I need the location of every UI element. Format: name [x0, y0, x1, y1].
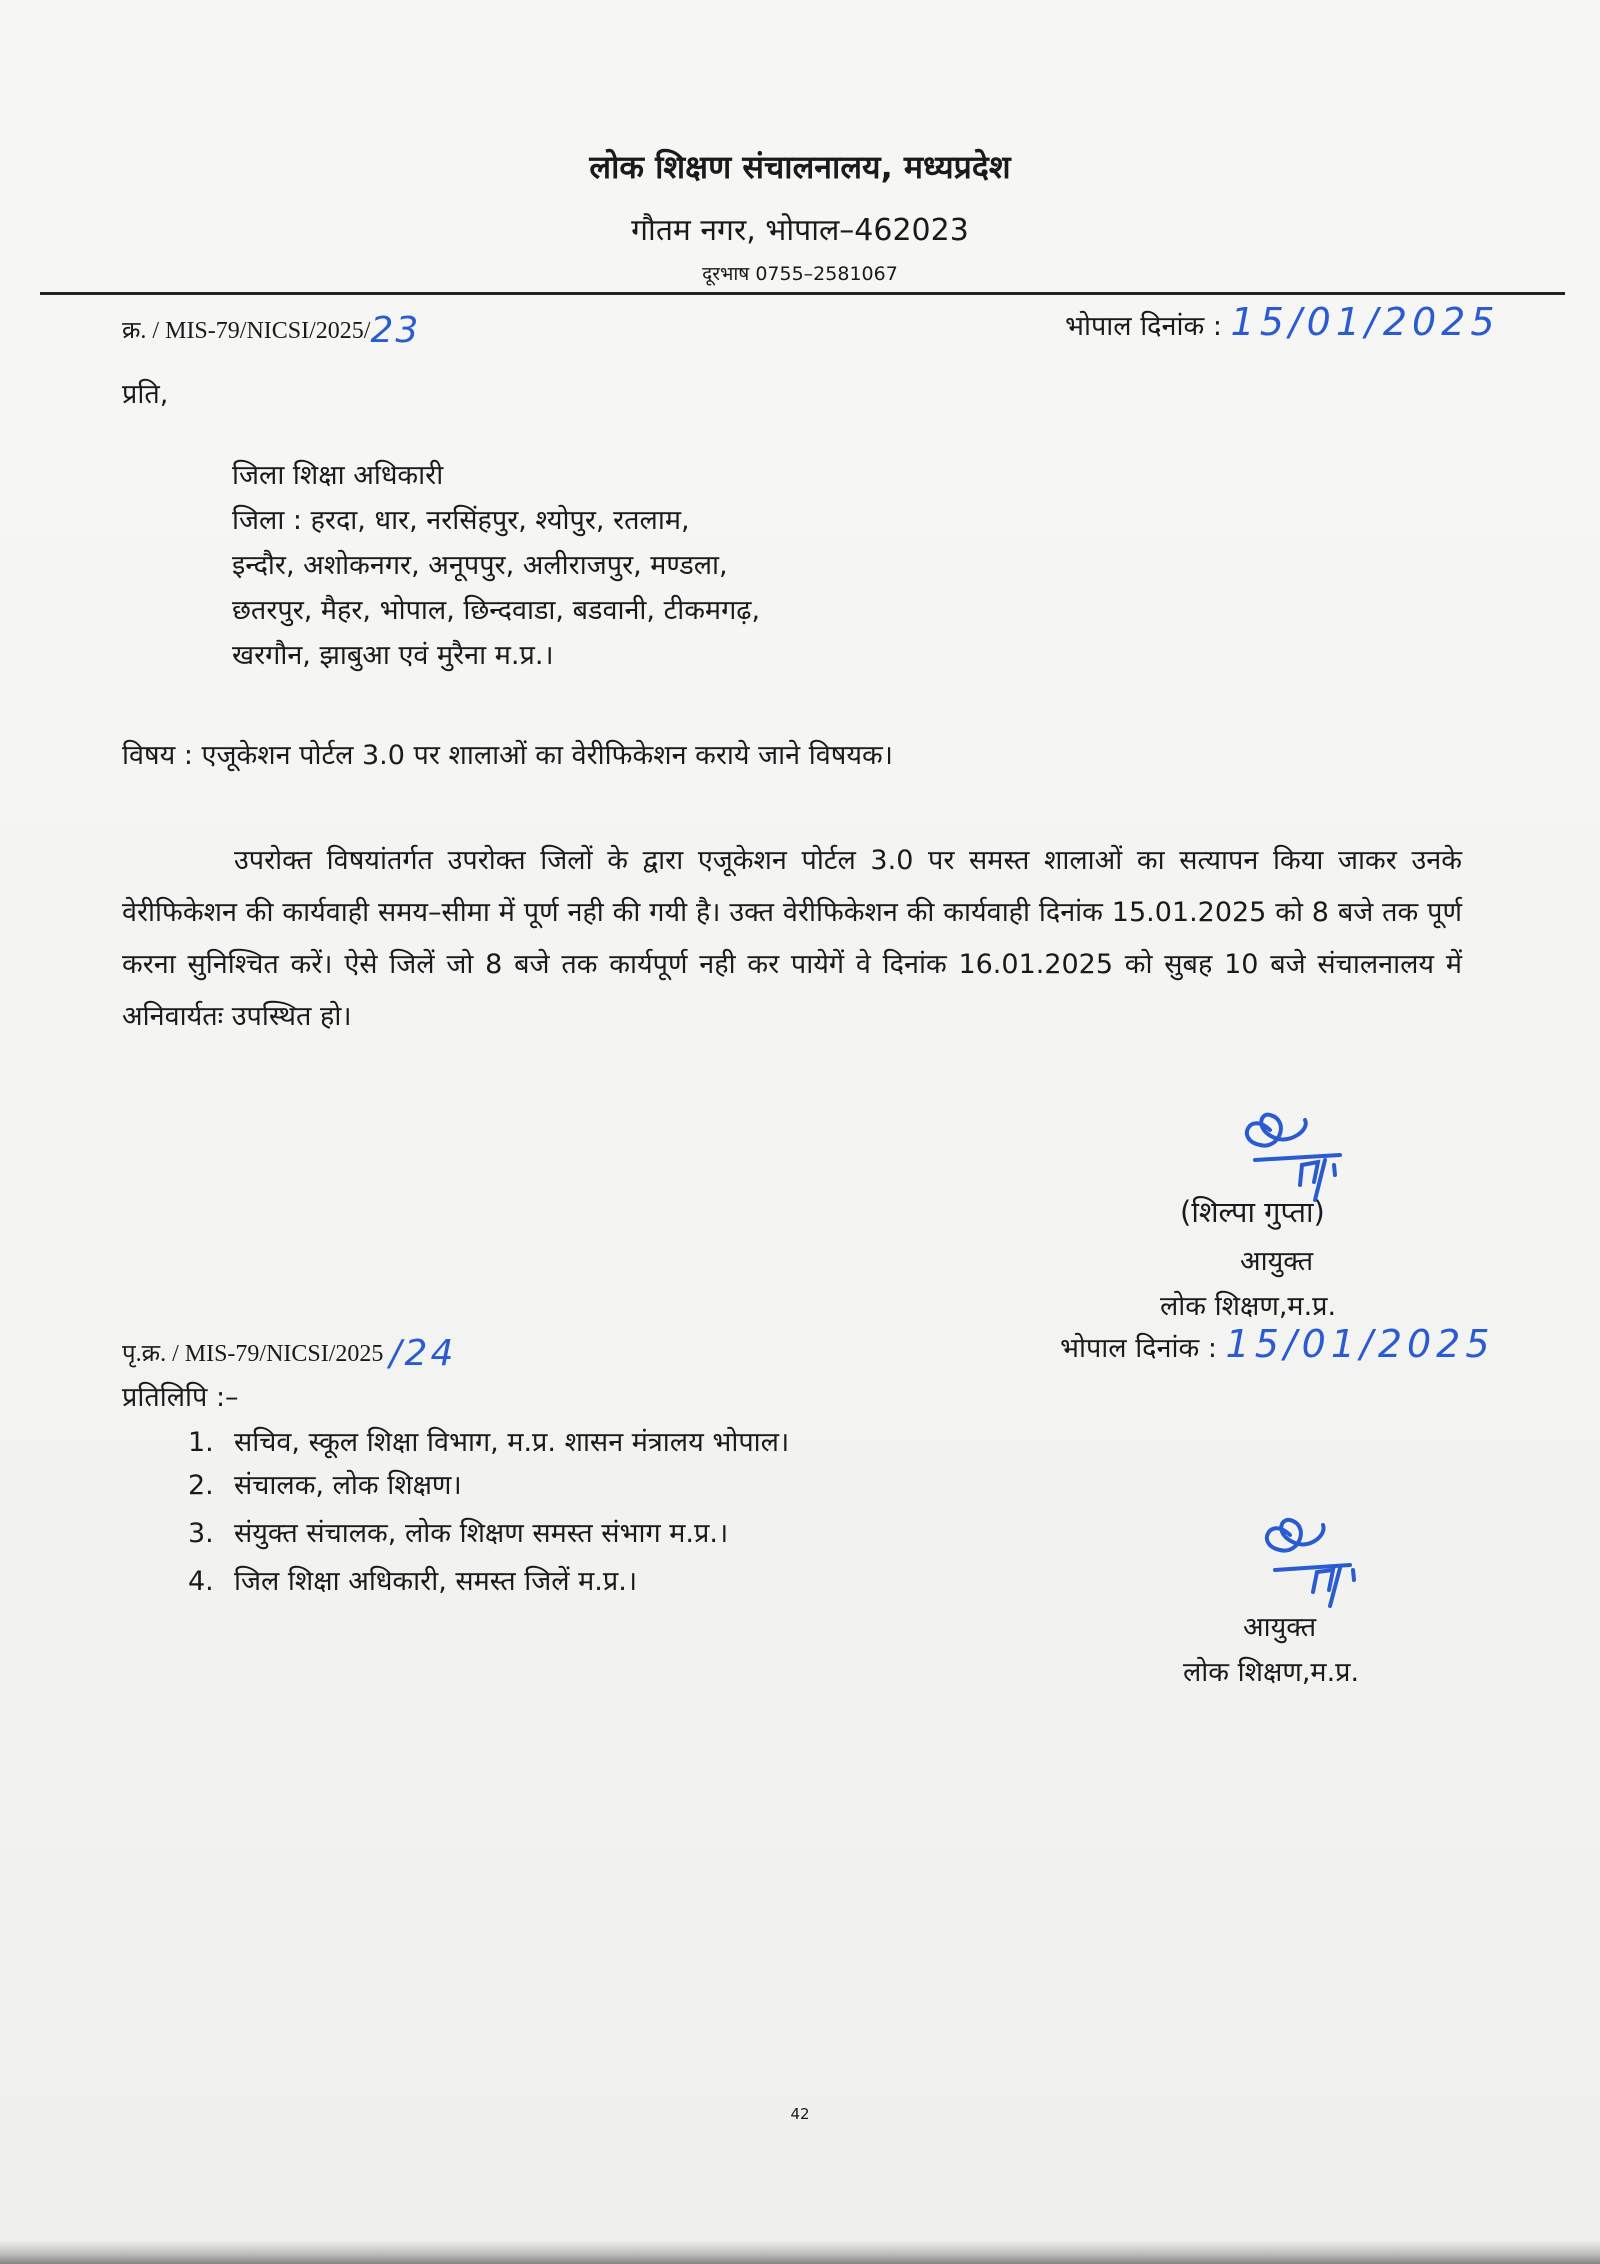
date-label: भोपाल दिनांक :: [1065, 311, 1222, 342]
header-divider: [40, 292, 1565, 295]
copy-item-text: जिल शिक्षा अधिकारी, समस्त जिलें म.प्र.।: [234, 1566, 638, 1597]
copy-item-number: 4.: [188, 1566, 214, 1597]
reference-handwritten-number: 23: [370, 310, 421, 351]
copy-item-text: संयुक्त संचालक, लोक शिक्षण समस्त संभाग म.प्र.।: [234, 1518, 729, 1549]
endorsement-date-label: भोपाल दिनांक :: [1060, 1333, 1217, 1364]
office-title: लोक शिक्षण संचालनालय, मध्यप्रदेश: [589, 148, 1011, 186]
signatory-designation: आयुक्त: [1240, 1246, 1314, 1277]
copy-list-item: [188, 1465, 462, 1502]
subject-line: विषय : एजूकेशन पोर्टल 3.0 पर शालाओं का वेरीफिकेशन कराये जाने विषयक।: [122, 740, 893, 771]
endorsement-signatory-designation: आयुक्त: [1243, 1612, 1317, 1643]
copy-list-item: [188, 1422, 789, 1459]
letter-date: [1065, 300, 1500, 344]
endorsement-signatory-department: लोक शिक्षण,म.प्र.: [1183, 1657, 1360, 1688]
copy-item-text: संचालक, लोक शिक्षण।: [234, 1470, 462, 1501]
addressee-line: छतरपुर, मैहर, भोपाल, छिन्दवाडा, बडवानी, टीकमगढ़,: [232, 595, 761, 626]
endorsement-handwritten-number: /24: [389, 1333, 457, 1374]
addressee-line: जिला शिक्षा अधिकारी: [232, 460, 444, 491]
signatory-department: लोक शिक्षण,म.प्र.: [1160, 1291, 1337, 1322]
reference-prefix: क्र. / MIS-79/NICSI/2025/: [122, 318, 371, 344]
addressee-line: जिला : हरदा, धार, नरसिंहपुर, श्योपुर, रतलाम,: [232, 505, 690, 536]
salutation: प्रति,: [122, 379, 169, 410]
addressee-line: खरगौन, झाबुआ एवं मुरैना म.प्र.।: [232, 640, 554, 671]
page-number: 42: [790, 2105, 810, 2123]
copy-item-number: 1.: [188, 1427, 214, 1458]
copy-item-text: सचिव, स्कूल शिक्षा विभाग, म.प्र. शासन मंत्रालय भोपाल।: [234, 1427, 790, 1458]
office-phone: दूरभाष 0755–2581067: [702, 263, 898, 285]
copy-list-item: [188, 1513, 728, 1550]
copy-item-number: 2.: [188, 1470, 214, 1501]
endorsement-reference: [122, 1333, 456, 1374]
initials-mark-icon: [1255, 1510, 1365, 1610]
endorsement-prefix: पृ.क्र. / MIS-79/NICSI/2025: [122, 1341, 384, 1367]
endorsement-date-handwritten: 15/01/2025: [1225, 1322, 1495, 1366]
scan-bottom-edge: [0, 2240, 1600, 2264]
copy-heading: प्रतिलिपि :–: [122, 1382, 239, 1413]
copy-item-number: 3.: [188, 1518, 214, 1549]
signatory-name: (शिल्पा गुप्ता): [1180, 1195, 1325, 1229]
office-address: गौतम नगर, भोपाल–462023: [631, 213, 969, 248]
body-paragraph: उपरोक्त विषयांतर्गत उपरोक्त जिलों के द्वारा एजूकेशन पोर्टल 3.0 पर समस्त शालाओं का सत्यापन किया जाकर उनके वेरीफिकेशन की कार्यवाही समय–सीमा में पूर्ण नही की गयी है। उक्त वेरीफिकेशन की कार्यवाही दिनांक 15.01.2025 को 8 बजे तक पूर्ण करना सुनिश्चित करें। ऐसे जिलें जो 8 बजे तक कार्यपूर्ण नही कर पायेगें वे दिनांक 16.01.2025 को सुबह 10 बजे संचालनालय में अनिवार्यतः उपस्थित हो।: [122, 845, 1462, 1032]
endorsement-date: [1060, 1322, 1495, 1366]
copy-list-item: [188, 1561, 637, 1598]
reference-number: [122, 310, 420, 351]
date-handwritten: 15/01/2025: [1230, 300, 1500, 344]
addressee-line: इन्दौर, अशोकनगर, अनूपपुर, अलीराजपुर, मण्डला,: [232, 550, 728, 581]
